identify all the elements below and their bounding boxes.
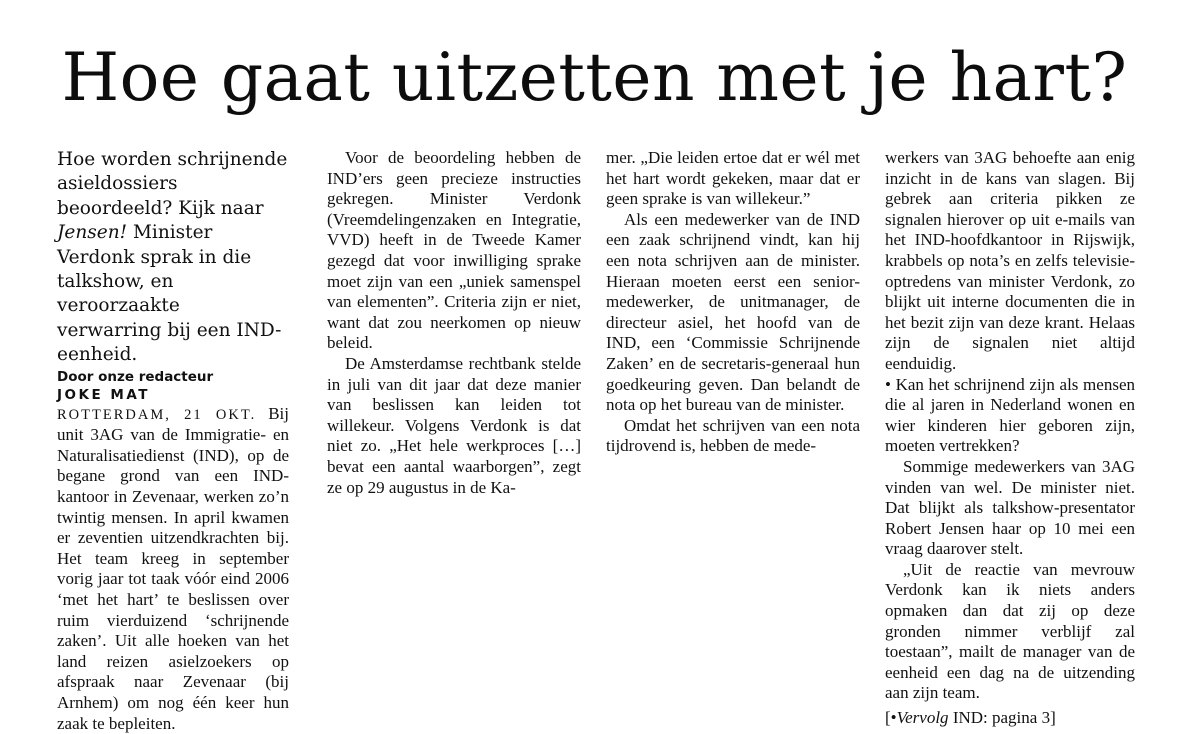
col4-paragraph-2: • Kan het schrijnend zijn als mensen die al jaren in Nederland wonen en wier kinderen hier geboren zijn, moeten vertrekken? [885,374,1135,456]
headline: Hoe gaat uitzetten met je hart? [61,39,1128,116]
col3-paragraph-3: Omdat het schrijven van een nota tijdrovend is, hebben de mede- [606,415,860,456]
col3-paragraph-1: mer. „Die leiden ertoe dat er wél met het hart wordt gekeken, maar dat er geen sprake is van willekeur.” [606,148,860,209]
intro-paragraph [57,148,289,368]
continuation-reference [885,708,1135,729]
col2-paragraph-2: De Amsterdamse rechtbank stelde in juli van dit jaar dat deze manier van beslissen kan leiden tot willekeur. Volgens Verdonk is dat niet zo. „Het hele werkproces […] bevat een aantal waarborgen”, zegt ze op 29 augustus in de Ka- [327,353,581,497]
byline-label: Door onze redacteur [57,368,214,385]
col2-paragraph-1: Voor de beoordeling hebben de IND’ers geen precieze instructies gekregen. Minister Verdonk (Vreemdelingenzaken en Integratie, VVD) heeft in de Tweede Kamer gezegd dat voor inwilliging sprake moet zijn van een „uniek samenspel van elementen”. Criteria zijn er niet, want dat zou neerkomen op nieuw beleid. [327,148,581,353]
col1-paragraph [57,404,289,734]
column-1 [57,148,289,734]
dateline: ROTTERDAM, 21 OKT. [57,406,257,423]
byline-author: JOKE MAT [57,386,150,403]
ref-open: [• [885,708,897,728]
col4-paragraph-4: „Uit de reactie van mevrouw Verdonk kan ik niets anders opmaken dan dat zij op deze gronden nimmer verblijf zal toestaan”, mailt de manager van de eenheid een dag na de uitzending aan zijn team. [885,559,1135,703]
ref-label: Vervolg [896,708,949,728]
col3-paragraph-2: Als een medewerker van de IND een zaak schrijnend vindt, kan hij een nota schrijven aan de minister. Hieraan moeten eerst een senior-medewerker, de unitmanager, de directeur asiel, het hoofd van de IND, een ‘Commissie Schrijnende Zaken’ en de secretaris-generaal hun goedkeuring geven. Dan belandt de nota op het bureau van de minister. [606,209,860,415]
ref-rest: IND: pagina 3] [948,708,1056,728]
intro-text-after: Minister Verdonk sprak in die talkshow, en veroorzaakte verwarring bij een IND-eenheid. [57,222,282,366]
col4-paragraph-3: Sommige medewerkers van 3AG vinden van wel. De minister niet. Dat blijkt als talkshow-presentator Robert Jensen haar op 10 mei een vraag daarover stelt. [885,456,1135,559]
intro-text-before: Hoe worden schrijnende asieldossiers beoordeeld? Kijk naar [57,149,288,219]
col4-paragraph-1: werkers van 3AG behoefte aan enig inzicht in de kans van slagen. Bij gebrek aan criteria pikken ze signalen hierover op uit e-mails van het IND-hoofdkantoor in Rijswijk, krabbels op nota’s en zelfs televisie-optredens van minister Verdonk, zo blijkt uit interne documenten die in het bezit zijn van deze krant. Helaas zijn de signalen niet altijd eenduidig. [885,148,1135,373]
column-2 [327,148,581,498]
column-3 [606,148,860,457]
col1-text: Bij unit 3AG van de Immigratie- en Naturalisatiedienst (IND), op de begane grond van een IND-kantoor in Zevenaar, werken zo’n twintig mensen. In april kwamen er zeventien uitzendkrachten bij. Het team kreeg in september vorig jaar tot taak vóór eind 2006 ‘met het hart’ te beslissen over ruim vierduizend ‘schrijnende zaken’. Uit alle hoeken van het land reizen asielzoekers op afspraak naar Zevenaar (bij Arnhem) om nog één keer hun zaak te bepleiten. [57,403,289,733]
show-title: Jensen! [57,222,128,244]
column-4 [885,148,1135,729]
